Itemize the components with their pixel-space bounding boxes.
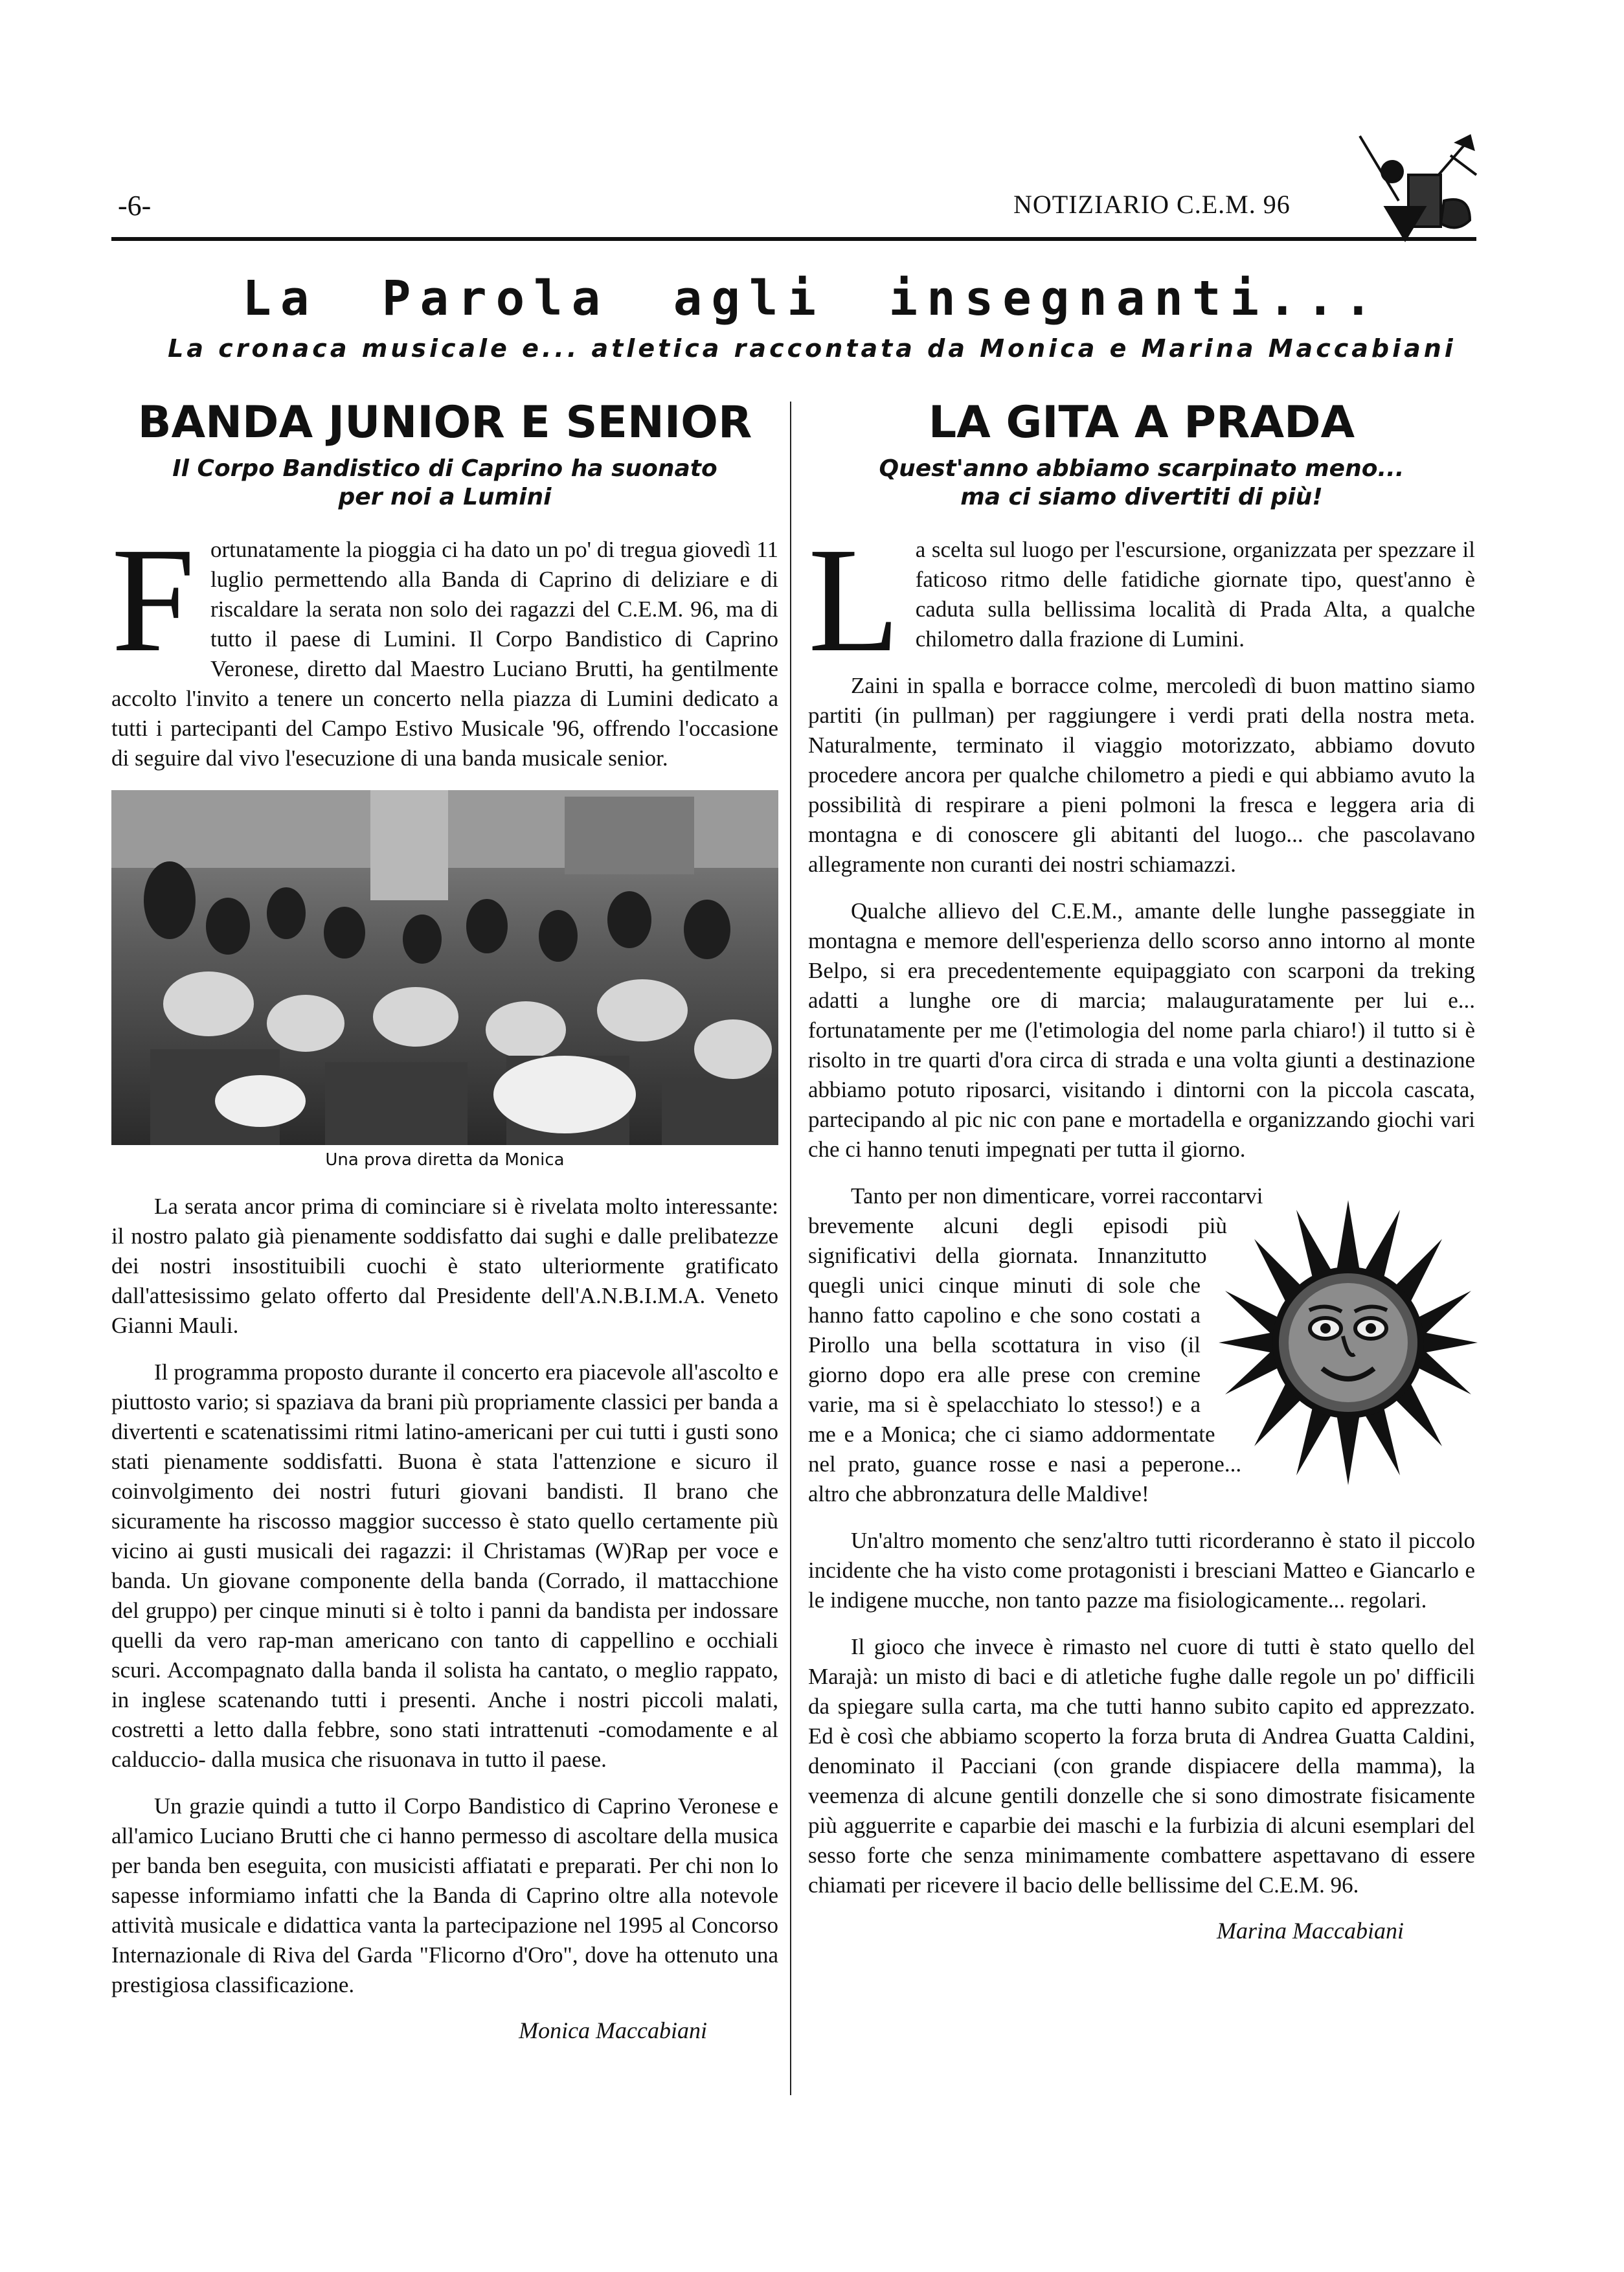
- right-article-title: LA GITA A PRADA: [928, 397, 1355, 448]
- photo-caption: Una prova diretta da Monica: [325, 1150, 565, 1170]
- right-paragraph-6: Il gioco che invece è rimasto nel cuore di tutti è stato quello del Marajà: un misto di baci e di atletiche fughe dalle regole un po' difficili da spiegare sulla carta, ma che tutti hanno subito capito ed apprezzato. Ed è così che abbiamo scoperto la forza bruta di Andrea Guatta Caldini, denominato il Pacciani (con grande dispiacere della mamma), la veemenza di alcune gentili donzelle che si sono dimostrate fisicamente più agguerrite e caparbie dei maschi e la furbizia di alcuni esemplari del sesso forte che senza minimamente combattere aspettavano di essere chiamati per ricevere il bacio delle bellissime del C.E.M. 96.: [808, 1634, 1475, 1898]
- left-paragraph-1: [111, 517, 778, 773]
- left-paragraph-3: Il programma proposto durante il concerto era piacevole all'ascolto e piuttosto vario; si spaziava da brani più propriamente classici per banda a divertenti e scatenatissimi ritmi latino-americani per cui tutti i gusti sono stati pienamente soddisfatti. Buona è stata l'attenzione e sicuro il coinvolgimento dei nostri futuri giovani bandisti. Il brano che sicuramente ha riscosso maggior successo è stato quello certamente più vicino ai gusti musicali dei ragazzi: il Christamas (W)Rap per voce e banda. Un giovane componente della banda (Corrado, il mattacchione del gruppo) per cinque minuti si è tolto i panni da bandista per indossare quelli da vero rap-man americano con tanto di cappellino e occhiali scuri. Accompagnato dalla banda il solista ha cantato, o meglio rappato, in inglese scatenando tutti i presenti. Anche i nostri piccoli malati, costretti a letto dalla febbre, sono stati intrattenuti -comodamente e al calduccio- dalla musica che risuonava in tutto il paese.: [111, 1359, 778, 1772]
- right-dropcap: L: [808, 517, 900, 683]
- right-paragraph-1: [808, 517, 1475, 683]
- left-article-subtitle: [111, 455, 778, 512]
- sun-illustration-icon: [1212, 1190, 1484, 1495]
- left-article-title: BANDA JUNIOR E SENIOR: [137, 397, 752, 448]
- right-signature: Marina Maccabiani: [1217, 1918, 1404, 1944]
- right-paragraph-1-text: a scelta sul luogo per l'escursione, organizzata per spezzare il faticoso ritmo delle fatidiche giornate tipo, quest'anno è caduta sulla bellissima località di Prada Alta, a qualche chilometro dalla frazione di Lumini.: [915, 537, 1475, 652]
- right-paragraph-4-text: Tanto per non dimenticare, vorrei raccontarvi brevemente alcuni degli episodi più significativi della giornata. Innanzitutto quegli unici cinque minuti di sole che hanno fatto capolino e che sono costati a Pirollo una bella scottatura in viso (il giorno dopo era alle prese con cremine varie, ma si è spelacchiato lo stesso!) e a me e a Monica; che ci siamo addormentate nel prato, guance rosse e nasi a peperone... altro che abbronzatura delle Maldive!: [808, 1183, 1263, 1506]
- left-signature: Monica Maccabiani: [519, 2017, 707, 2043]
- right-article-subtitle: [808, 455, 1475, 512]
- right-paragraph-3: Qualche allievo del C.E.M., amante delle lunghe passeggiate in montagna e memore dell'esperienza dello scorso anno intorno al monte Belpo, si era precedentemente equipaggiato con scarponi da treking adatti a lunghe ore di marcia; malauguratamente per lui e... fortunatamente per me (l'etimologia del nome parla chiaro!) il tutto si è risolto in tre quarti d'ora circa di strada e una volta giunti a destinazione abbiamo potuto riposarci, visitando i dintorni con la piccola cascata, partecipando al pic nic con pane e mortadella e organizzando giochi vari che ci hanno tenuti impegnati per tutta il giorno.: [808, 898, 1475, 1162]
- page-subtitle: La cronaca musicale e... atletica raccontata da Monica e Marina Maccabiani: [168, 334, 1456, 363]
- left-article: [111, 396, 778, 2044]
- instruments-logo-icon: [1347, 130, 1483, 246]
- right-article: [808, 396, 1475, 1944]
- page-title: La Parola agli insegnanti...: [242, 271, 1382, 326]
- right-paragraph-5: Un'altro momento che senz'altro tutti ricorderanno è stato il piccolo incidente che ha visto come protagonisti i bresciani Matteo e Giancarlo e le indigene mucche, non tanto pazze ma fisiologicamente... regolari.: [808, 1528, 1475, 1613]
- column-divider: [790, 402, 791, 2095]
- right-paragraph-4: [808, 1181, 1475, 1509]
- left-dropcap: F: [111, 517, 196, 683]
- right-subtitle-line-2: ma ci siamo divertiti di più!: [960, 484, 1323, 510]
- left-subtitle-line-1: Il Corpo Bandistico di Caprino ha suonato: [172, 455, 717, 482]
- left-paragraph-1-text: ortunatamente la pioggia ci ha dato un po' di tregua giovedì 11 luglio permettendo alla Banda di Caprino di deliziare e di riscaldare la serata non solo dei ragazzi del C.E.M. 96, ma di tutto il paese di Lumini. Il Corpo Bandistico di Caprino Veronese, diretto dal Maestro Luciano Brutti, ha gentilmente accolto l'invito a tenere un concerto nella piazza di Lumini dedicato a tutti i partecipanti del Campo Estivo Musicale '96, offrendo l'occasione di seguire dal vivo l'esecuzione di una banda musicale senior.: [111, 537, 778, 771]
- header-rule: [111, 237, 1476, 241]
- left-subtitle-line-2: per noi a Lumini: [338, 484, 552, 510]
- left-paragraph-2: La serata ancor prima di cominciare si è rivelata molto interessante: il nostro palato già pienamente soddisfatto dai sughi e dalle prelibatezze dei nostri insostituibili cuochi è stato ulteriormente gratificato dall'attesissimo gelato offerto dal Presidente dell'A.N.B.I.M.A. Veneto Gianni Mauli.: [111, 1194, 778, 1338]
- band-rehearsal-photo: [111, 790, 778, 1145]
- left-paragraph-4: Un grazie quindi a tutto il Corpo Bandistico di Caprino Veronese e all'amico Luciano Brutti che ci hanno permesso di ascoltare della musica per banda ben eseguita, con musicisti affiatati e preparati. Per chi non lo sapesse informiamo infatti che la Banda di Caprino oltre alla notevole attività musicale e didattica vanta la partecipazione nel 1995 al Concorso Internazionale di Riva del Garda "Flicorno d'Oro", dove ha ottenuto una prestigiosa classificazione.: [111, 1793, 778, 1997]
- right-paragraph-2: Zaini in spalla e borracce colme, mercoledì di buon mattino siamo partiti (in pullman) per raggiungere i verdi prati della nostra meta. Naturalmente, terminato il viaggio motorizzato, abbiamo dovuto procedere ancora per qualche chilometro a piedi e qui abbiamo avuto la possibilità di respirare a pieni polmoni la fresca e leggera aria di montagna e di conoscere gli abitanti del luogo... che pascolavano allegramente non curanti dei nostri schiamazzi.: [808, 673, 1475, 877]
- right-subtitle-line-1: Quest'anno abbiamo scarpinato meno...: [879, 455, 1404, 482]
- page-number: -6-: [118, 190, 152, 222]
- photo-figure: [111, 790, 778, 1170]
- running-head: NOTIZIARIO C.E.M. 96: [1013, 190, 1291, 219]
